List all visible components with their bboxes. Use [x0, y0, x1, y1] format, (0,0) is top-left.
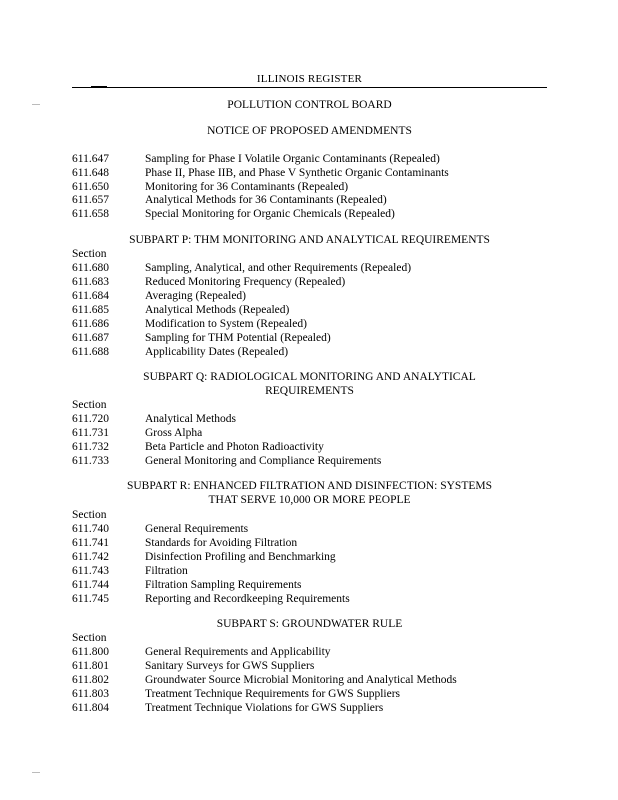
- section-label: Section: [72, 399, 107, 411]
- section-title: Sampling for THM Potential (Repealed): [145, 332, 331, 344]
- board-title: POLLUTION CONTROL BOARD: [227, 99, 392, 111]
- section-number: 611.800: [72, 646, 109, 658]
- subpart-r-heading-cont: THAT SERVE 10,000 OR MORE PEOPLE: [208, 494, 411, 506]
- section-number: 611.680: [72, 262, 109, 274]
- section-number: 611.683: [72, 276, 109, 288]
- section-title: Beta Particle and Photon Radioactivity: [145, 441, 324, 453]
- section-title: Reduced Monitoring Frequency (Repealed): [145, 276, 346, 288]
- section-title: Sampling for Phase I Volatile Organic Contaminants (Repealed): [145, 153, 440, 165]
- section-number: 611.744: [72, 579, 109, 591]
- section-number: 611.647: [72, 153, 109, 165]
- section-number: 611.687: [72, 332, 109, 344]
- section-title: Gross Alpha: [145, 427, 203, 439]
- section-number: 611.742: [72, 551, 109, 563]
- register-header: ILLINOIS REGISTER: [72, 73, 547, 88]
- notice-title: NOTICE OF PROPOSED AMENDMENTS: [207, 125, 412, 137]
- section-title: Applicability Dates (Repealed): [145, 346, 289, 358]
- margin-mark: [32, 104, 40, 105]
- margin-mark: [32, 772, 40, 773]
- section-title: Filtration: [145, 565, 188, 577]
- section-number: 611.732: [72, 441, 109, 453]
- section-number: 611.733: [72, 455, 109, 467]
- section-number: 611.741: [72, 537, 109, 549]
- section-number: 611.801: [72, 660, 109, 672]
- section-label: Section: [72, 632, 107, 644]
- section-title: General Monitoring and Compliance Requirements: [145, 455, 382, 467]
- section-number: 611.685: [72, 304, 109, 316]
- subpart-p-heading: SUBPART P: THM MONITORING AND ANALYTICAL REQUIREMENTS: [129, 234, 490, 246]
- section-number: 611.731: [72, 427, 109, 439]
- section-number: 611.745: [72, 593, 109, 605]
- subpart-q-heading-cont: REQUIREMENTS: [265, 385, 354, 397]
- section-title: Analytical Methods: [145, 413, 237, 425]
- section-title: Sampling, Analytical, and other Requirements (Repealed): [145, 262, 412, 274]
- section-title: General Requirements and Applicability: [145, 646, 331, 658]
- section-number: 611.686: [72, 318, 109, 330]
- section-number: 611.804: [72, 702, 109, 714]
- section-title: Reporting and Recordkeeping Requirements: [145, 593, 350, 605]
- section-number: 611.743: [72, 565, 109, 577]
- header-left-tick: [91, 86, 107, 87]
- section-title: Filtration Sampling Requirements: [145, 579, 302, 591]
- section-title: Analytical Methods (Repealed): [145, 304, 290, 316]
- section-number: 611.684: [72, 290, 109, 302]
- section-title: Treatment Technique Requirements for GWS Suppliers: [145, 688, 401, 700]
- section-title: Treatment Technique Violations for GWS Suppliers: [145, 702, 384, 714]
- section-number: 611.802: [72, 674, 109, 686]
- section-number: 611.688: [72, 346, 109, 358]
- subpart-r-heading: SUBPART R: ENHANCED FILTRATION AND DISINFECTION: SYSTEMS: [126, 480, 493, 492]
- section-number: 611.740: [72, 523, 109, 535]
- section-title: Monitoring for 36 Contaminants (Repealed): [145, 181, 349, 193]
- section-title: Disinfection Profiling and Benchmarking: [145, 551, 336, 563]
- section-number: 611.650: [72, 181, 109, 193]
- section-title: General Requirements: [145, 523, 249, 535]
- section-number: 611.720: [72, 413, 109, 425]
- section-label: Section: [72, 248, 107, 260]
- section-number: 611.658: [72, 208, 109, 220]
- section-number: 611.803: [72, 688, 109, 700]
- section-label: Section: [72, 509, 107, 521]
- section-title: Averaging (Repealed): [145, 290, 247, 302]
- section-title: Analytical Methods for 36 Contaminants (Repealed): [145, 194, 387, 206]
- subpart-q-heading: SUBPART Q: RADIOLOGICAL MONITORING AND ANALYTICAL: [143, 371, 476, 383]
- section-number: 611.648: [72, 167, 109, 179]
- section-number: 611.657: [72, 194, 109, 206]
- section-title: Sanitary Surveys for GWS Suppliers: [145, 660, 315, 672]
- section-title: Modification to System (Repealed): [145, 318, 307, 330]
- subpart-s-heading: SUBPART S: GROUNDWATER RULE: [216, 618, 403, 630]
- section-title: Special Monitoring for Organic Chemicals (Repealed): [145, 208, 395, 220]
- section-title: Standards for Avoiding Filtration: [145, 537, 298, 549]
- section-title: Phase II, Phase IIB, and Phase V Synthetic Organic Contaminants: [145, 167, 449, 179]
- section-title: Groundwater Source Microbial Monitoring and Analytical Methods: [145, 674, 457, 686]
